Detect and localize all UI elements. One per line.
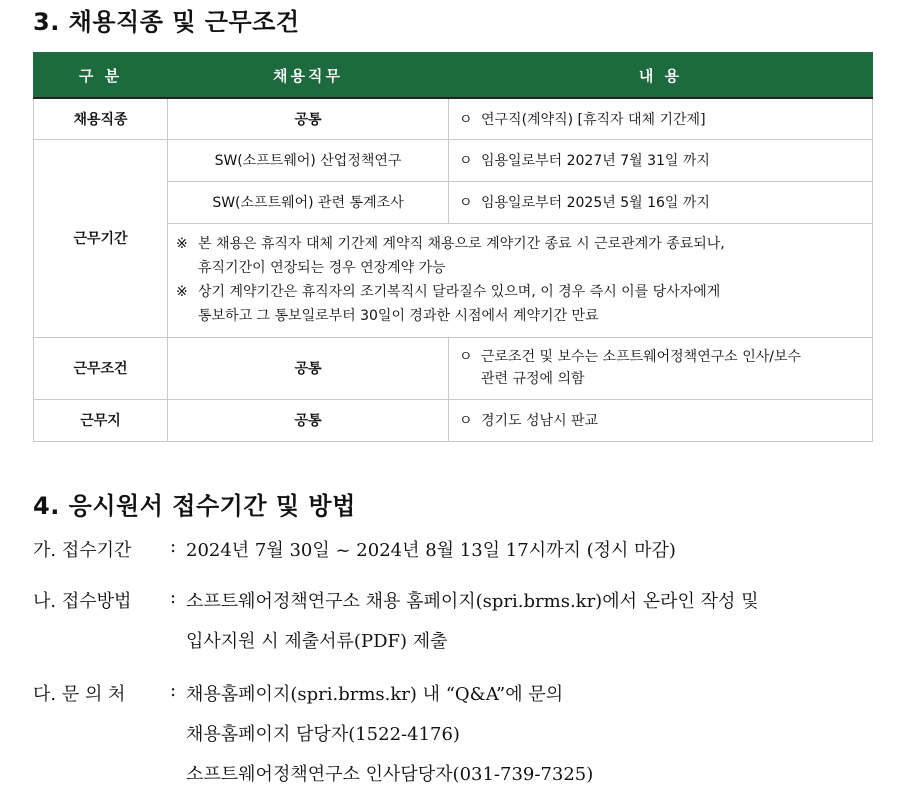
job-conditions-table <box>33 52 873 442</box>
note-text: 상기 계약기간은 휴직자의 조기복직시 달라질수 있으며, 이 경우 즉시 이를 당사자에게 <box>198 284 721 300</box>
row-content <box>449 139 873 181</box>
content-text: 연구직(계약직) [휴직자 대체 기간제] <box>481 111 706 128</box>
bullet-icon: ㅇ <box>459 349 473 365</box>
content-text: 임용일로부터 2025년 5월 16일 까지 <box>481 195 710 211</box>
row-job: 공통 <box>168 399 449 441</box>
header-job: 채용직무 <box>168 53 449 99</box>
note-item <box>176 232 872 280</box>
content-text: 관련 규정에 의함 <box>481 371 585 387</box>
item-label: 나. 접수방법 <box>33 591 132 612</box>
item-value: 채용홈페이지 담당자(1522-4176) <box>186 724 460 745</box>
item-value: 소프트웨어정책연구소 인사담당자(031-739-7325) <box>186 764 594 785</box>
row-job: SW(소프트웨어) 관련 통계조사 <box>168 181 449 223</box>
row-category: 근무조건 <box>34 337 168 399</box>
item-colon: : <box>170 587 177 608</box>
item-value: 입사지원 시 제출서류(PDF) 제출 <box>186 631 448 652</box>
table-header-row <box>34 53 873 99</box>
section-3-title: 3. 채용직종 및 근무조건 <box>33 8 300 36</box>
item-value: 소프트웨어정책연구소 채용 홈페이지(spri.brms.kr)에서 온라인 작성 및 <box>186 591 759 612</box>
header-category: 구 분 <box>34 53 168 99</box>
table-row <box>34 337 873 399</box>
row-job: 공통 <box>168 337 449 399</box>
row-content <box>449 337 873 399</box>
item-colon: : <box>170 536 177 557</box>
item-colon: : <box>170 680 177 701</box>
row-content <box>449 181 873 223</box>
row-category: 채용직종 <box>34 98 168 139</box>
bullet-icon: ㅇ <box>459 153 473 169</box>
row-category: 근무기간 <box>34 139 168 337</box>
table-row <box>34 139 873 181</box>
content-text: 근로조건 및 보수는 소프트웨어정책연구소 인사/보수 <box>481 349 802 365</box>
reference-mark-icon: ※ <box>176 236 188 252</box>
row-job: SW(소프트웨어) 산업정책연구 <box>168 139 449 181</box>
table-row <box>34 98 873 139</box>
note-text: 통보하고 그 통보일로부터 30일이 경과한 시점에서 계약기간 만료 <box>198 308 599 324</box>
content-text: 임용일로부터 2027년 7월 31일 까지 <box>481 153 710 169</box>
item-value: 2024년 7월 30일 ~ 2024년 8월 13일 17시까지 (정시 마감) <box>186 540 676 561</box>
item-label: 가. 접수기간 <box>33 540 132 561</box>
period-notes <box>168 223 873 337</box>
row-job: 공통 <box>168 98 449 139</box>
content-text: 경기도 성남시 판교 <box>481 413 599 429</box>
item-value: 채용홈페이지(spri.brms.kr) 내 “Q&A”에 문의 <box>186 684 564 705</box>
row-category: 근무지 <box>34 399 168 441</box>
bullet-icon: ㅇ <box>459 195 473 211</box>
reference-mark-icon: ※ <box>176 284 188 300</box>
row-content <box>449 399 873 441</box>
bullet-icon: ㅇ <box>459 111 473 128</box>
header-content: 내 용 <box>449 53 873 99</box>
note-item <box>176 280 872 328</box>
row-content <box>449 98 873 139</box>
note-text: 본 채용은 휴직자 대체 기간제 계약직 채용으로 계약기간 종료 시 근로관계가 종료되나, <box>198 236 725 252</box>
section-4-title: 4. 응시원서 접수기간 및 방법 <box>33 492 356 520</box>
item-label: 다. 문 의 처 <box>33 684 126 705</box>
note-text: 휴직기간이 연장되는 경우 연장계약 가능 <box>198 260 446 276</box>
bullet-icon: ㅇ <box>459 413 473 429</box>
table-row <box>34 399 873 441</box>
